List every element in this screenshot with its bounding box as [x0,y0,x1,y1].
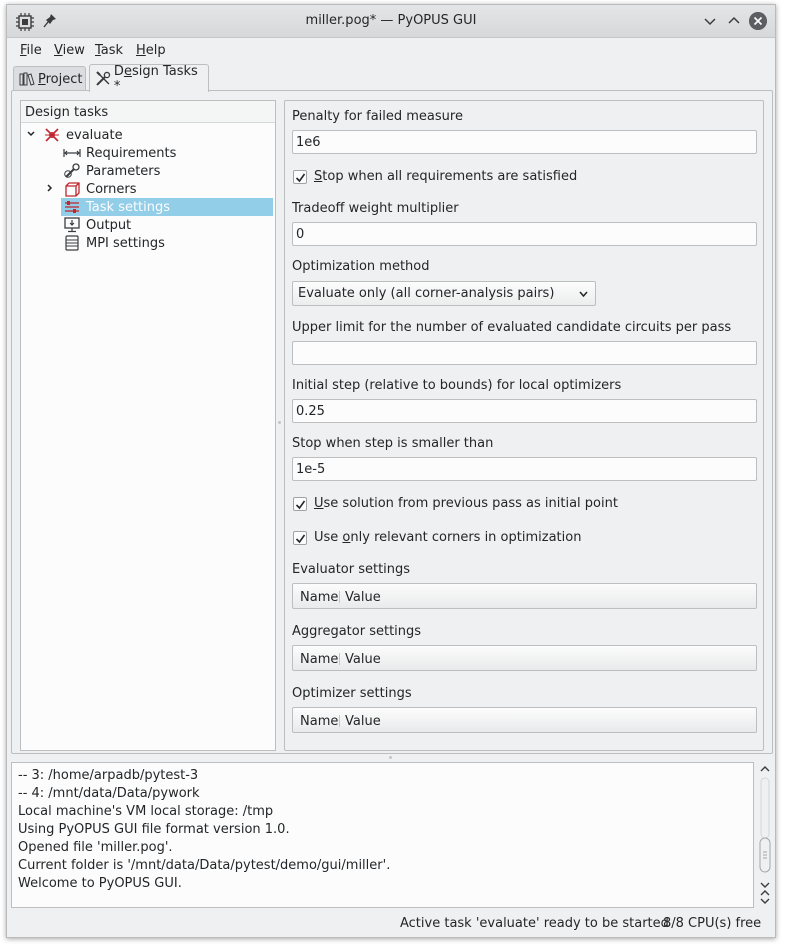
method-select[interactable]: Evaluate only (all corner-analysis pairs) [292,281,596,306]
tree-item-corners[interactable]: Corners [63,180,137,198]
aggregator-label: Aggregator settings [292,624,422,639]
tree-item-mpi-settings[interactable]: MPI settings [63,234,165,252]
stop-step-label: Stop when step is smaller than [292,436,494,451]
checkbox-checked-icon[interactable] [293,497,307,511]
cube-icon [63,181,81,197]
log-scrollbar[interactable] [757,762,773,908]
cpu-status: 8/8 CPU(s) free [663,916,762,931]
upper-limit-field[interactable] [292,341,757,365]
status-bar [7,911,775,937]
column-header-name[interactable]: Name [300,714,339,729]
main-window [6,4,776,938]
chevron-down-icon [579,291,588,297]
log-line: Using PyOPUS GUI file format version 1.0. [18,822,290,837]
column-header-name[interactable]: Name [300,652,339,667]
menu-file[interactable]: File [20,43,42,58]
evaluator-label: Evaluator settings [292,562,411,577]
menu-task[interactable]: Task [95,43,124,58]
menu-view[interactable]: View [54,43,85,58]
tools-icon [95,71,111,87]
use-relevant-checkbox[interactable]: Use only relevant corners in optimization [293,530,581,545]
tradeoff-field[interactable]: 0 [292,222,757,246]
log-line: Local machine's VM local storage: /tmp [18,804,274,819]
window-title: miller.pog* — PyOPUS GUI [305,13,477,28]
evaluator-table[interactable] [292,583,757,609]
chevron-down-icon[interactable] [26,129,36,139]
minimize-chevron-icon[interactable] [701,12,719,30]
column-header-value[interactable]: Value [345,590,381,605]
maximize-chevron-icon[interactable] [725,12,743,30]
horizontal-splitter-handle[interactable] [389,756,392,759]
task-target-icon [43,127,61,143]
tree-item-parameters[interactable]: Parameters [63,162,160,180]
optimizer-label: Optimizer settings [292,686,412,701]
tree-header: Design tasks [21,101,275,123]
column-header-name[interactable]: Name [300,590,339,605]
tree-item-evaluate[interactable]: evaluate [43,126,123,144]
log-line: -- 4: /mnt/data/Data/pywork [18,786,200,801]
stop-satisfied-checkbox[interactable]: Stop when all requirements are satisfied [293,169,577,184]
tree-item-requirements[interactable]: Requirements [63,144,176,162]
vertical-splitter-handle[interactable] [278,421,281,424]
initial-step-field[interactable]: 0.25 [292,399,757,423]
monitor-icon [63,217,81,233]
range-arrows-icon [63,145,81,161]
status-message: Active task 'evaluate' ready to be started [400,916,669,931]
penalty-label: Penalty for failed measure [292,109,463,124]
title-bar[interactable] [7,5,775,38]
chevron-right-icon[interactable] [45,183,55,193]
menu-help[interactable]: Help [136,43,166,58]
tree-item-output[interactable]: Output [63,216,131,234]
log-output[interactable] [11,762,754,908]
method-label: Optimization method [292,259,430,274]
books-icon [19,72,35,86]
task-settings-panel [284,100,764,751]
log-line: Opened file 'miller.pog'. [18,840,173,855]
log-line: Welcome to PyOPUS GUI. [18,876,182,891]
sliders-icon [63,199,81,215]
checkbox-checked-icon[interactable] [293,531,307,545]
stop-step-field[interactable]: 1e-5 [292,457,757,481]
column-header-value[interactable]: Value [345,652,381,667]
optimizer-table[interactable] [292,707,757,733]
scroll-down-icon [761,883,769,887]
checkbox-checked-icon[interactable] [293,170,307,184]
column-header-value[interactable]: Value [345,714,381,729]
tree-item-task-settings[interactable]: Task settings [61,198,273,216]
initial-step-label: Initial step (relative to bounds) for local optimizers [292,378,622,393]
scroll-up-icon [761,767,769,771]
design-tasks-pane [11,90,773,754]
tradeoff-label: Tradeoff weight multiplier [292,201,459,216]
design-tasks-tree[interactable] [20,100,276,751]
server-icon [63,235,81,251]
upper-limit-label: Upper limit for the number of evaluated candidate circuits per pass [292,320,732,335]
tab-project[interactable]: Project [13,66,86,91]
menu-bar [7,39,775,63]
log-line: -- 3: /home/arpadb/pytest-3 [18,768,199,783]
log-line: Current folder is '/mnt/data/Data/pytest/demo/gui/miller'. [18,858,391,873]
tab-design-tasks[interactable]: Design Tasks * [89,64,209,92]
wrench-icon [63,163,81,179]
aggregator-table[interactable] [292,645,757,671]
penalty-field[interactable]: 1e6 [292,130,757,154]
close-icon[interactable] [749,12,767,30]
use-solution-checkbox[interactable]: Use solution from previous pass as initial point [293,496,618,511]
